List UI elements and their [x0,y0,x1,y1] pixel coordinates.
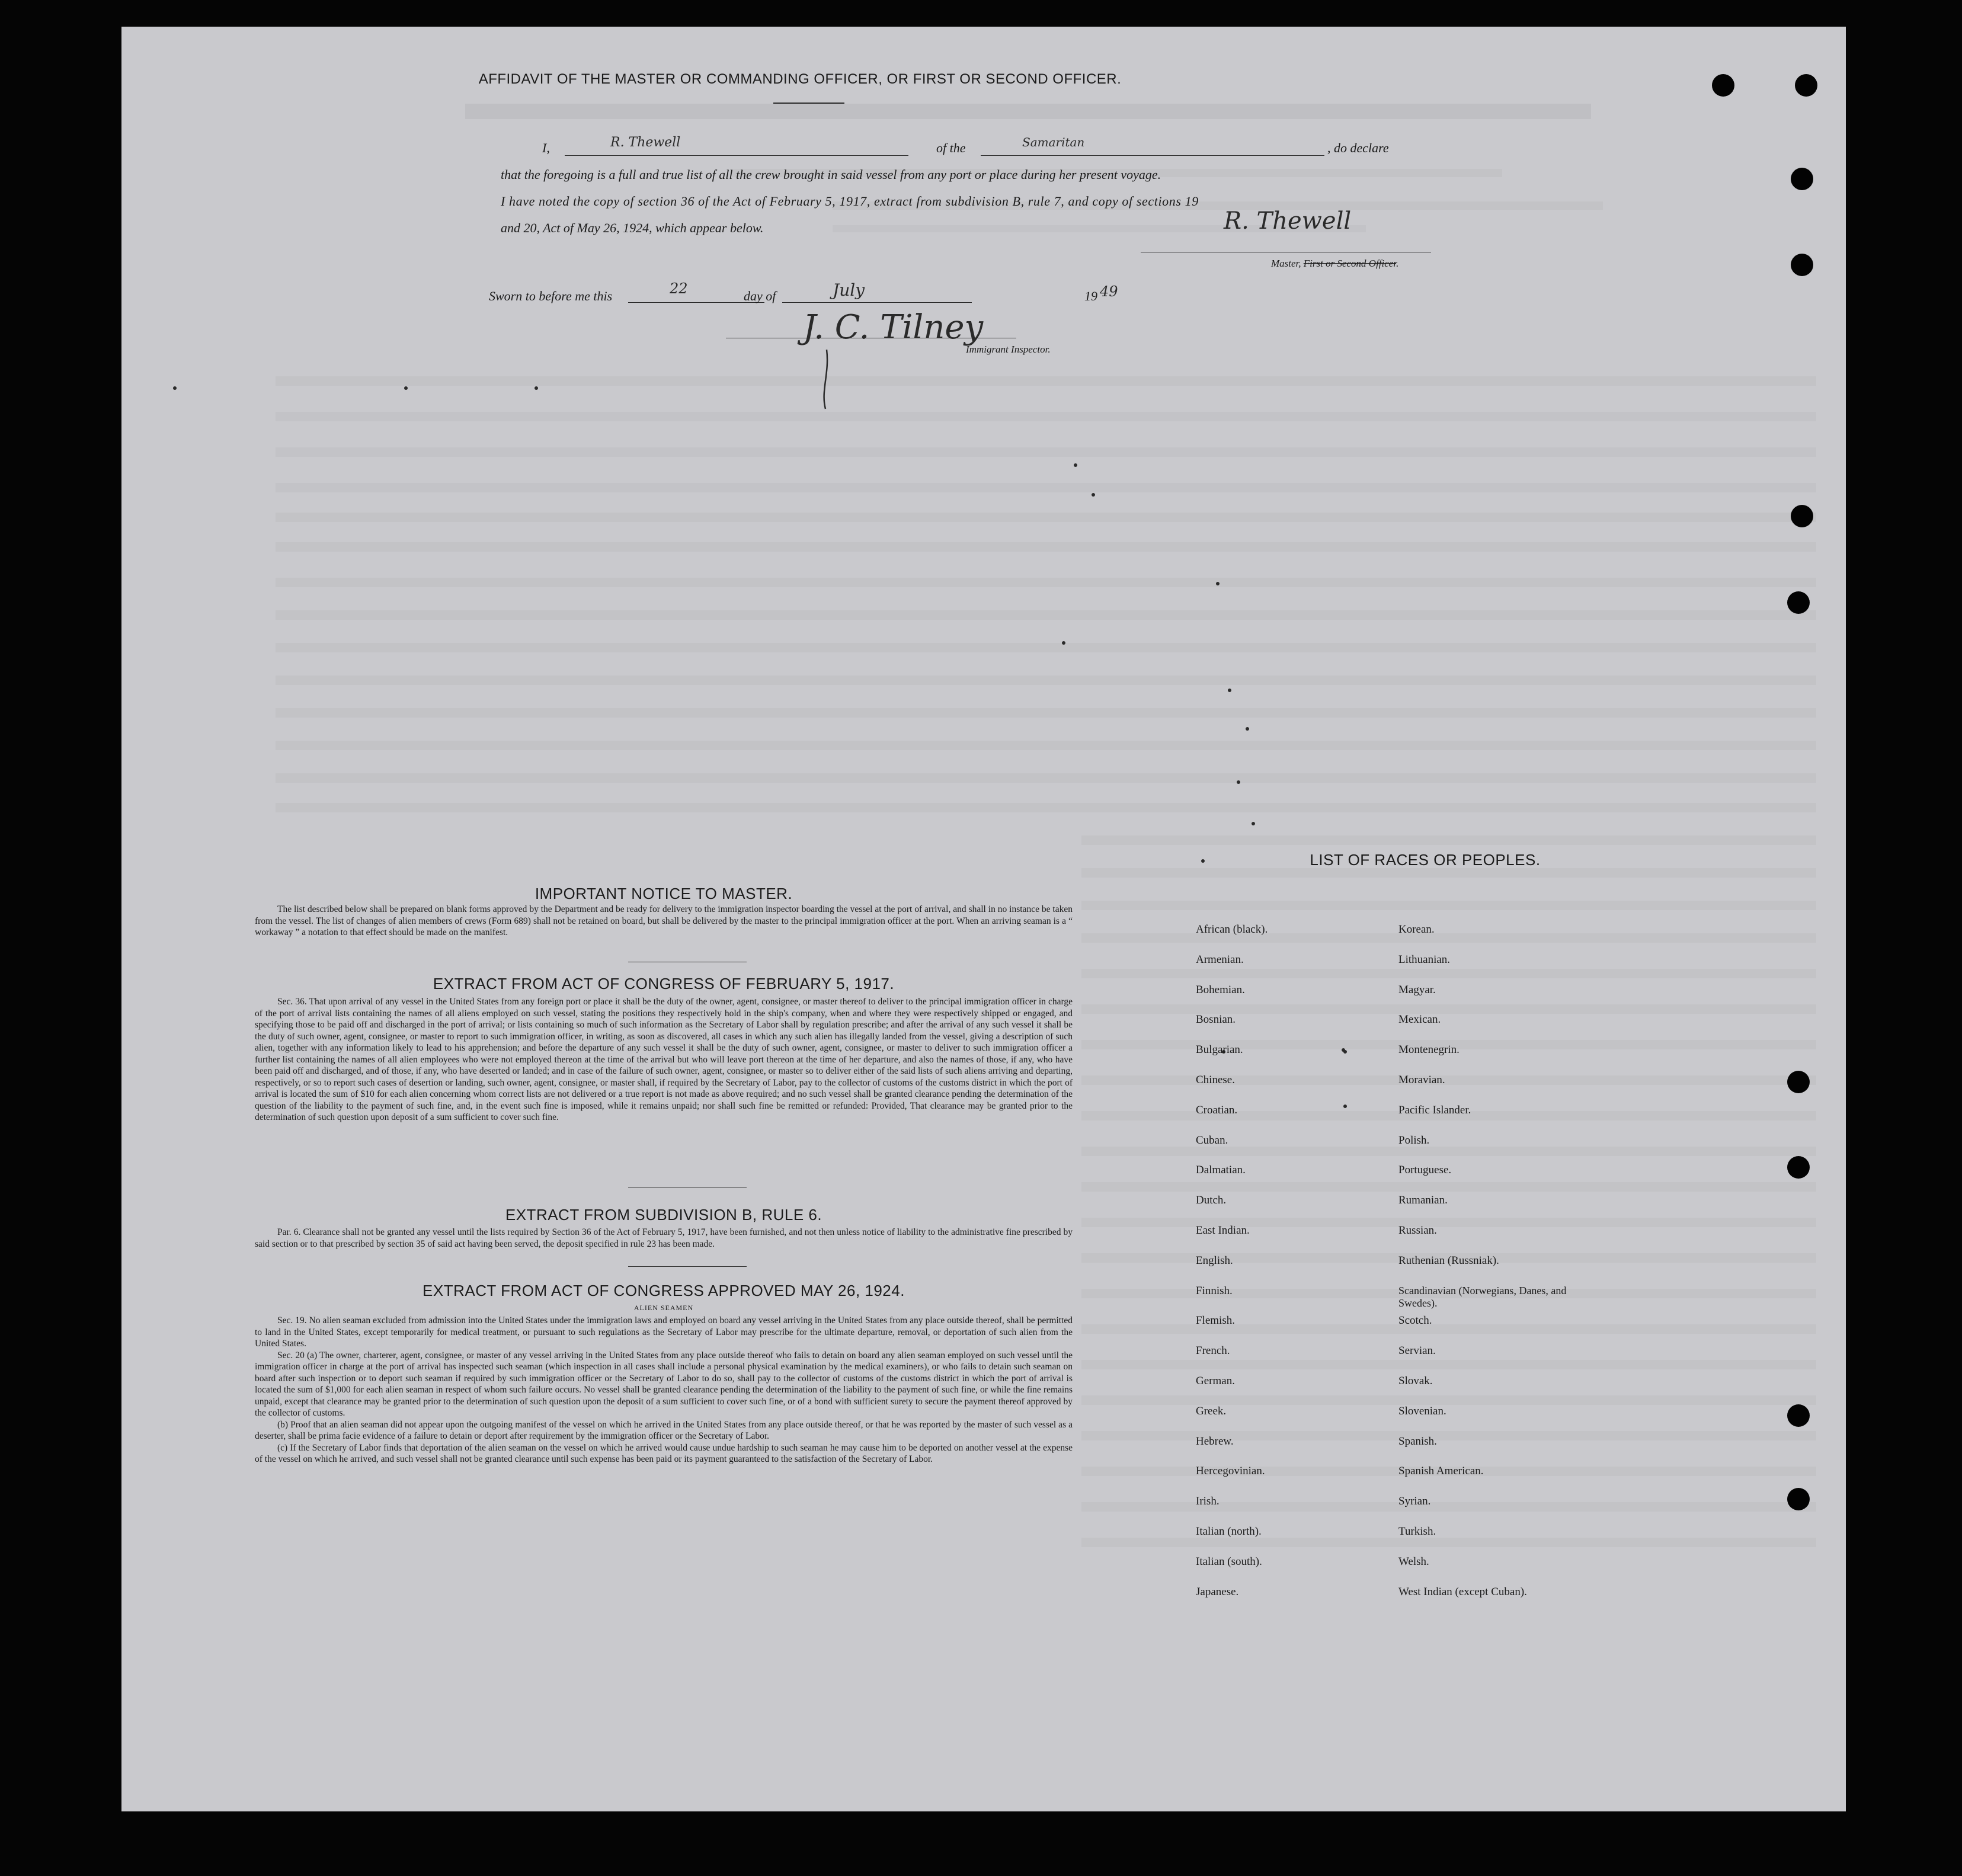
races-heading: LIST OF RACES OR PEOPLES. [1310,851,1541,869]
race-item: Magyar. [1398,983,1436,996]
binder-hole [1791,168,1813,190]
race-item: German. [1196,1375,1235,1387]
extract-1924-heading: EXTRACT FROM ACT OF CONGRESS APPROVED MAY 26, 1924. [423,1282,905,1299]
race-item: Mexican. [1398,1013,1441,1026]
race-item: Spanish. [1398,1435,1437,1448]
section-20c-paragraph: (c) If the Secretary of Labor finds that deportation of the alien seaman on the vessel on which he arrived would cause undue hardship to such seaman he may cause him to be deported on another vessel at the expense of the vessel on which he arrived, and such vessel shall not be granted clearance until such expense has been paid or its payment guaranteed to the satisfaction of the Secretary of Labor. [255,1442,1073,1464]
year-prefix: 19 [1084,289,1097,303]
race-item: Spanish American. [1398,1465,1484,1478]
race-item: Polish. [1398,1134,1430,1147]
sworn-label: Sworn to before me this [489,289,613,303]
binder-hole [1787,1488,1810,1510]
binder-hole [1787,1071,1810,1093]
section-36-paragraph: Sec. 36. That upon arrival of any vessel in the United States from any foreign port or place it shall be the duty of the owner, agent, consignee, or master thereof to deliver to the principal immigration officer in charge of the port of arrival lists containing the names of all aliens employed on such vessel, stating the positions they respectively hold in the ship's company, when and where they were respectively shipped or engaged, and specifying those to be paid off and discharged in the port of arrival; or lists containing so much of such information as the Secretary of Labor shall by regulation prescribe; and after the arrival of any such vessel it shall be the duty of such owner, agent, consignee, or master to report to such immigration officer, in writing, as soon as discovered, all cases in which any such alien has illegally landed from the vessel, giving a description of such alien, together with any information likely to lead to his apprehension; and before the departure of any such vessel it shall be the duty of such owner, agent, consignee, or master to deliver to such immigration officer a further list containing the names of all alien employees who were not employed thereon at the time of the arrival but who will leave port thereon at the time of her departure, and also the names of those, if any, who have been paid off and discharged, and of those, if any, who have deserted or landed; and in case of the failure of such owner, agent, consignee, or master so to deliver either of the said lists of such aliens arriving and departing, respectively, or so to report such cases of desertion or landing, such owner, agent, consignee, or master shall, if required by the Secretary of Labor, pay to the collector of customs of the customs district in which the port of arrival is located the sum of $10 for each alien concerning whom correct lists are not delivered or a true report is not made as above required; and no such vessel shall be granted clearance pending the determination of the question of the liability to the payment of such fine, and, in the event such fine is imposed, while it remains unpaid; nor shall such fine be remitted or refunded: Provided, That clearance may be granted prior to the determination of such question upon deposit of a sum sufficient to cover such fine. [255,997,1073,1122]
race-item: Croatian. [1196,1103,1238,1116]
race-item: Syrian. [1398,1495,1431,1508]
section-20b-paragraph: (b) Proof that an alien seaman did not appear upon the outgoing manifest of the vessel on which he arrived in the United States from any place outside thereof, or that he was reported by the master of such vessel as a deserter, shall be prima facie evidence of a failure to detain or deport after requirement by the immigration officer or the Secretary of Labor. [255,1419,1073,1441]
handwritten-year: 49 [1100,283,1118,300]
handwritten-name: R. Thewell [610,135,681,150]
race-item: Flemish. [1196,1314,1235,1327]
subdivision-divider [628,1266,747,1267]
race-item: Armenian. [1196,953,1244,966]
race-item: Italian (south). [1196,1555,1262,1568]
race-item: Rumanian. [1398,1194,1448,1207]
affidavit-heading: AFFIDAVIT OF THE MASTER OR COMMANDING OFFICER, OR FIRST OR SECOND OFFICER. [478,71,1122,87]
affidavit-line-4: and 20, Act of May 26, 1924, which appear below. [501,220,764,235]
vessel-line [981,155,1324,156]
race-item: English. [1196,1254,1233,1267]
heading-underline [773,103,844,104]
race-item: Irish. [1196,1495,1220,1508]
section-20a-paragraph: Sec. 20 (a) The owner, charterer, agent, consignee, or master of any vessel arriving in the United States from any place outside thereof who fails to detain on board any alien seaman employed on such vessel until the immigration officer in charge at the port of arrival has inspected such seaman (which inspection in all cases shall include a personal physical examination by the medical examiners), or who fails to detain such seaman on board after such inspection or to deport such seaman if required by such immigration officer or the Secretary of Labor to do so, shall pay to the collector of customs of the customs district in which the port of arrival is located the sum of $1,000 for each alien seaman in respect of whom such failure occurs. No vessel shall be granted clearance pending the determination of the liability to the payment of such fine, or while the fine remains unpaid, except that clearance may be granted prior to the determination of such question upon the deposit of a sum sufficient to cover such fine, or of a bond with sufficient surety to secure the payment thereof approved by the collector of customs. [255,1350,1073,1418]
race-item: Cuban. [1196,1134,1228,1147]
signature-flourish [803,308,850,415]
handwritten-day: 22 [670,280,688,297]
binder-hole [1787,1404,1810,1427]
notice-text [255,904,1073,939]
master-signature: R. Thewell [1224,207,1352,235]
notice-heading: IMPORTANT NOTICE TO MASTER. [534,885,793,902]
affidavit-declare-label: , do declare [1327,140,1389,155]
affidavit-line-2: that the foregoing is a full and true list of all the crew brought in said vessel from any port or place during her present voyage. [501,167,1161,182]
race-item: West Indian (except Cuban). [1398,1585,1527,1598]
rule-6-paragraph: Par. 6. Clearance shall not be granted any vessel until the lists required by Section 36 of the Act of February 5, 1917, have been furnished, and not then unless notice of liability to the administrative fine prescribed by said section or to that prescribed by section 35 of said act having been served, the deposit specified in rule 23 has been made. [255,1227,1073,1249]
race-item: Bosnian. [1196,1013,1236,1026]
extract-1924-text [255,1315,1073,1465]
race-item: Pacific Islander. [1398,1103,1471,1116]
race-item: Lithuanian. [1398,953,1451,966]
race-item: Montenegrin. [1398,1043,1460,1057]
inspector-signature: J. C. Tilney [803,308,984,347]
alien-seamen-subheading: ALIEN SEAMEN [633,1304,694,1312]
affidavit-line-3: I have noted the copy of section 36 of the Act of February 5, 1917, extract from subdivision B, rule 7, and copy of sections 19 [501,194,1199,209]
race-item: Slovenian. [1398,1404,1446,1417]
race-item: African (black). [1196,923,1268,936]
race-item: Russian. [1398,1224,1437,1237]
race-item: Ruthenian (Russniak). [1398,1254,1499,1267]
day-of-label: day of [744,289,776,303]
binder-hole [1791,505,1813,527]
affidavit-of-label: of the [936,140,966,155]
subdivision-text [255,1227,1073,1250]
subdivision-heading: EXTRACT FROM SUBDIVISION B, RULE 6. [505,1206,822,1224]
master-title: Master, First or Second Officer. [1271,258,1399,269]
handwritten-vessel: Samaritan [1022,135,1085,149]
binder-hole [1791,254,1813,276]
race-item: Portuguese. [1398,1164,1452,1177]
race-item: Hercegovinian. [1196,1465,1265,1478]
race-item: Scotch. [1398,1314,1432,1327]
race-item: Servian. [1398,1344,1436,1358]
struck-officer-label: First or Second Officer [1303,258,1397,269]
race-item: French. [1196,1344,1230,1358]
handwritten-month: July [833,280,865,300]
race-item: East Indian. [1196,1224,1250,1237]
extract-1917-text [255,996,1073,1123]
binder-hole [1795,74,1817,97]
sworn-month-line [782,302,972,303]
race-item: Welsh. [1398,1555,1429,1568]
manifest-page [121,27,1846,1811]
binder-hole [1712,74,1734,97]
race-item: Dalmatian. [1196,1164,1246,1177]
race-item: Japanese. [1196,1585,1239,1598]
affidavit-i-label: I, [542,140,550,155]
race-item: Greek. [1196,1404,1227,1417]
name-line [565,155,908,156]
binder-hole [1787,591,1810,614]
master-label: Master, [1271,258,1301,269]
race-item: Bulgarian. [1196,1043,1243,1057]
race-item: Moravian. [1398,1074,1445,1086]
race-item: Italian (north). [1196,1525,1262,1538]
race-item: Bohemian. [1196,983,1245,996]
race-item: Turkish. [1398,1525,1436,1538]
race-item: Slovak. [1398,1375,1433,1387]
section-19-paragraph: Sec. 19. No alien seaman excluded from admission into the United States under the immigration laws and employed on board any vessel arriving in the United States from any place outside thereof, shall be permitted to land in the United States, except temporarily for medical treatment, or pursuant to such regulations as the Secretary of Labor may prescribe for the ultimate departure, removal, or deportation of such alien from the United States. [255,1315,1073,1349]
extract-1917-heading: EXTRACT FROM ACT OF CONGRESS OF FEBRUARY 5, 1917. [433,975,895,993]
race-item: Dutch. [1196,1194,1227,1207]
race-item: Hebrew. [1196,1435,1234,1448]
race-item: Korean. [1398,923,1435,936]
race-item: Scandinavian (Norwegians, Danes, and Swedes). [1398,1284,1567,1309]
binder-hole [1787,1156,1810,1179]
notice-paragraph: The list described below shall be prepared on blank forms approved by the Department and be ready for delivery to the immigration inspector boarding the vessel at the port of arrival, and shall in no instance be taken from the vessel. The list of changes of alien members of crews (Form 689) shall not be retained on board, but shall be delivered by the master to the principal immigration officer at the port. When an arriving seaman is a “ workaway ” a notation to that effect should be made on the manifest. [255,904,1073,937]
inspector-label: Immigrant Inspector. [966,344,1051,355]
race-item: Chinese. [1196,1074,1235,1086]
race-item: Finnish. [1196,1284,1233,1297]
